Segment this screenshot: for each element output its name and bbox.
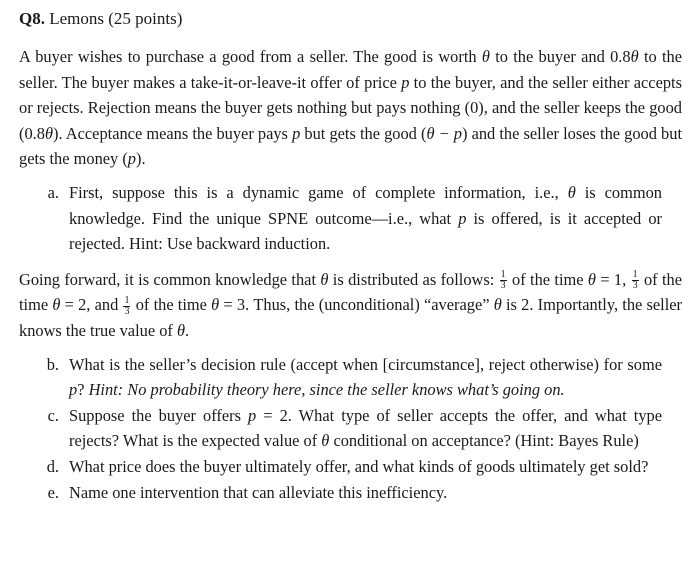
intro-paragraph — [19, 44, 682, 172]
fraction-one-third — [123, 296, 130, 317]
theta-symbol: θ — [176, 320, 186, 340]
fraction-numerator: 1 — [500, 269, 506, 281]
fraction-numerator: 1 — [632, 269, 638, 281]
intro-text: ). — [136, 149, 146, 169]
theta-symbol: θ — [630, 47, 639, 66]
part-label: c. — [47, 405, 59, 425]
theta-symbol: θ — [587, 269, 596, 289]
part-label: e. — [47, 482, 59, 502]
theta-symbol: θ — [52, 295, 61, 315]
fraction-numerator: 1 — [124, 294, 130, 306]
part-c — [19, 403, 682, 454]
part-a-list — [19, 180, 682, 257]
intro-text: to the buyer, and the seller either accepts or rejects. Rejection means the buyer gets nothing but pays nothing (0), and the seller keeps the good (0.8 — [19, 72, 682, 143]
intro-text: A buyer wishes to purchase a good from a seller. The good is worth — [19, 47, 482, 66]
price-symbol: p — [401, 72, 410, 92]
part-text: is offered, is it accepted or rejected. Hint: Use backward induction. — [69, 208, 662, 254]
part-a-text — [69, 180, 682, 257]
intro-text: ). Acceptance means the buyer pays — [53, 123, 293, 143]
fraction-denominator: 3 — [500, 280, 506, 292]
theta-symbol: θ — [321, 431, 330, 451]
fraction-one-third — [632, 270, 639, 291]
theta-symbol: θ — [493, 295, 502, 315]
theta-symbol: θ — [567, 182, 576, 202]
intro-text: ) and the seller loses the good but gets the money ( — [19, 123, 682, 169]
question-number: Q8. — [19, 9, 45, 28]
part-text: is common knowledge. Find the unique SPNE outcome—i.e., what — [69, 182, 662, 228]
part-b-text — [69, 352, 682, 403]
fraction-denominator: 3 — [632, 280, 638, 292]
distribution-text: of the time — [507, 269, 588, 289]
theta-symbol: θ — [481, 47, 490, 66]
part-text: First, suppose this is a dynamic game of complete information, i.e., — [69, 182, 568, 202]
part-d-text: What price does the buyer ultimately offer, and what kinds of goods ultimately get sold? — [69, 456, 649, 476]
part-text: ? — [77, 380, 89, 400]
question-heading: Lemons (25 points) — [44, 9, 183, 28]
distribution-text: = 1, — [595, 269, 631, 289]
price-symbol: p — [69, 380, 78, 400]
intro-text: to the buyer and 0.8 — [489, 47, 631, 66]
distribution-text: of the time — [19, 269, 682, 315]
price-symbol: p — [248, 405, 257, 425]
part-d — [19, 454, 682, 480]
part-c-text — [69, 403, 682, 454]
distribution-paragraph — [19, 267, 682, 344]
intro-text: but gets the good ( — [300, 123, 427, 143]
distribution-text: . — [185, 320, 190, 340]
part-label: d. — [46, 456, 59, 476]
hint-text: Hint: No probability theory here, since the seller knows what’s going on. — [88, 380, 565, 400]
price-symbol: p — [127, 149, 136, 169]
part-label: b. — [46, 354, 59, 374]
part-label: a. — [47, 182, 59, 202]
distribution-text: = 2, and — [60, 295, 123, 315]
theta-symbol: θ — [44, 123, 54, 143]
part-b — [19, 352, 682, 403]
distribution-text: = 3. Thus, the (unconditional) “average” — [219, 295, 494, 315]
buyer-payoff-expression: θ − p — [426, 123, 463, 143]
part-text: What is the seller’s decision rule (accept when [circumstance], reject otherwise) for some — [69, 354, 662, 374]
theta-symbol: θ — [211, 295, 220, 315]
intro-text: to the seller. The buyer makes a take-it-or-leave-it offer of price — [19, 47, 682, 92]
distribution-text: is distributed as follows: — [328, 269, 499, 289]
parts-list — [19, 352, 682, 506]
part-e-text: Name one intervention that can alleviate this inefficiency. — [69, 482, 448, 502]
fraction-denominator: 3 — [124, 305, 130, 317]
question-title — [19, 8, 682, 30]
distribution-text: Going forward, it is common knowledge that — [19, 269, 321, 289]
price-symbol: p — [292, 123, 301, 143]
distribution-text: of the time — [131, 295, 212, 315]
part-text: = 2. What type of seller accepts the offer, and what type rejects? What is the expected value of — [69, 405, 662, 451]
part-a — [19, 180, 682, 257]
part-text: conditional on acceptance? (Hint: Bayes Rule) — [329, 431, 639, 451]
part-e — [19, 480, 682, 506]
part-text: Suppose the buyer offers — [69, 405, 249, 425]
price-symbol: p — [458, 208, 467, 228]
theta-symbol: θ — [320, 269, 329, 289]
fraction-one-third — [500, 270, 507, 291]
distribution-text: is 2. Importantly, the seller knows the true value of — [19, 295, 683, 340]
